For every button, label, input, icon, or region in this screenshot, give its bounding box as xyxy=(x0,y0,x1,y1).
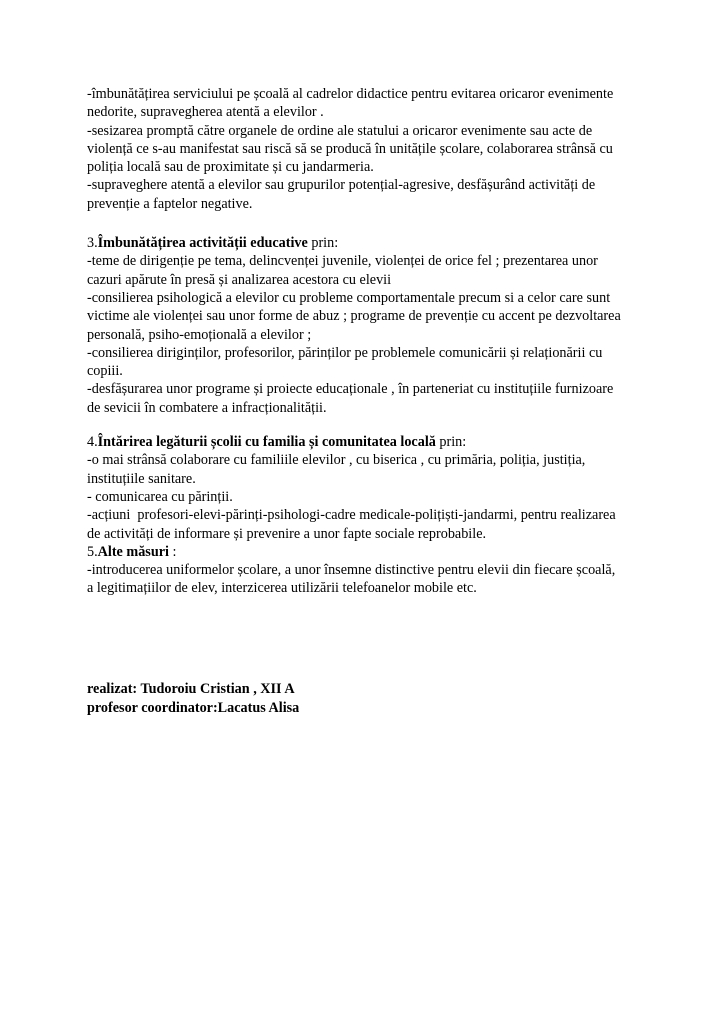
measures-list-continued xyxy=(87,85,647,213)
paragraph-line: a legitimațiilor de elev, interzicerea utilizării telefoanelor mobile etc. xyxy=(87,580,477,597)
paragraph-line: poliția locală sau de proximitate și cu jandarmeria. xyxy=(87,159,374,176)
paragraph-line: - comunicarea cu părinții. xyxy=(87,488,233,505)
section-title: Alte măsuri xyxy=(97,543,169,560)
paragraph-line: -introducerea uniformelor școlare, a unor însemne distinctive pentru elevii din fiecare școală, xyxy=(87,562,616,579)
section-number: 4. xyxy=(87,434,98,451)
paragraph-line: -îmbunătățirea serviciului pe școală al cadrelor didactice pentru evitarea oricaror evenimente xyxy=(87,86,614,102)
paragraph-line: instituțiile sanitare. xyxy=(87,470,196,487)
section-number: 3. xyxy=(87,235,98,252)
paragraph-line: cazuri apărute în presă și analizarea acestora cu elevii xyxy=(87,271,392,288)
section-number: 5. xyxy=(87,543,98,560)
section-heading xyxy=(87,543,647,561)
section-title-suffix: prin: xyxy=(435,434,467,451)
paragraph-line: -teme de dirigenție pe tema, delincvenței juvenile, violenței de orice fel ; prezentarea unor xyxy=(87,253,598,270)
paragraph-line: nedorite, supravegherea atentă a elevilor . xyxy=(87,104,324,121)
paragraph-line: de sevicii în combatere a infracționalității. xyxy=(87,399,327,416)
paragraph-line: de activități de informare și prevenire a unor fapte sociale reprobabile. xyxy=(87,525,487,542)
section-title: Îmbunătățirea activității educative xyxy=(97,235,308,252)
section-title: Întărirea legăturii școlii cu familia și comunitatea locală xyxy=(97,434,436,451)
coordinator-line: profesor coordinator:Lacatus Alisa xyxy=(87,699,300,716)
paragraph-line: -consilierea diriginților, profesorilor, părinților pe problemele comunicării și relaționării cu xyxy=(87,344,603,361)
section-title-suffix: prin: xyxy=(307,235,339,252)
paragraph-line: -supraveghere atentă a elevilor sau grupurilor potențial-agresive, desfășurând activități de xyxy=(87,177,596,194)
paragraph-line: prevenție a faptelor negative. xyxy=(87,195,253,212)
document-body xyxy=(87,85,647,717)
section-title-suffix: : xyxy=(168,543,177,560)
paragraph-line: -acțiuni profesori-elevi-părinți-psihologi-cadre medicale-polițiști-jandarmi, pentru realizarea xyxy=(87,507,616,524)
section-3 xyxy=(87,234,647,417)
paragraph-line: -consilierea psihologică a elevilor cu probleme comportamentale precum si a celor care sunt xyxy=(87,289,611,306)
section-heading xyxy=(87,234,647,252)
section-5 xyxy=(87,543,647,598)
author-line: realizat: Tudoroiu Cristian , XII A xyxy=(87,680,295,697)
paragraph-line: violență ce s-au manifestat sau riscă să se producă în unitățile școlare, colaborarea strânsă cu xyxy=(87,140,613,157)
paragraph-line: -o mai strânsă colaborare cu familiile elevilor , cu biserica , cu primăria, poliția, justiția, xyxy=(87,452,586,469)
paragraph-line: victime ale violenței sau unor forme de abuz ; programe de prevenție cu accent pe dezvoltarea xyxy=(87,308,621,325)
paragraph-line: -sesizarea promptă către organele de ordine ale statului a oricaror evenimente sau acte de xyxy=(87,122,593,139)
section-4 xyxy=(87,433,647,543)
paragraph-line: copiii. xyxy=(87,363,123,380)
paragraph-line: -desfășurarea unor programe și proiecte educaționale , în parteneriat cu instituțiile furnizoare xyxy=(87,381,614,398)
section-heading xyxy=(87,433,647,451)
signature-block xyxy=(87,680,647,718)
paragraph-line: personală, psiho-emoțională a elevilor ; xyxy=(87,326,312,343)
